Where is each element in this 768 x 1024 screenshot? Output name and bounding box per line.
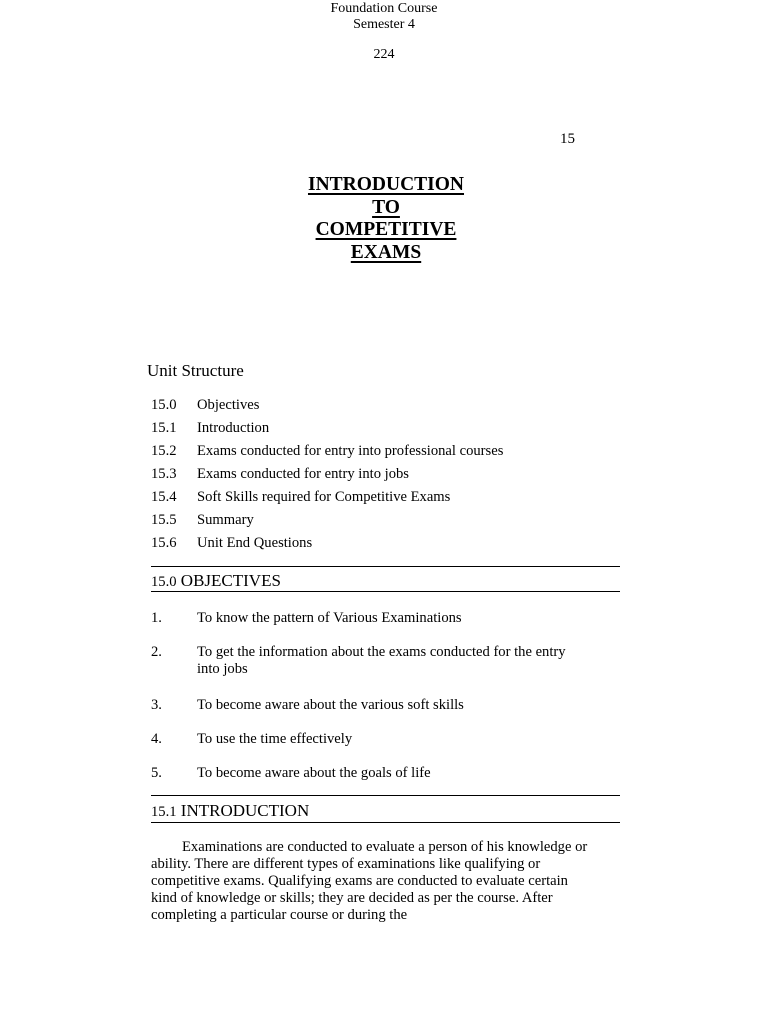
objective-number: 2. — [151, 644, 162, 660]
section-title: INTRODUCTION — [180, 801, 310, 820]
toc-item — [151, 511, 503, 534]
chapter-title — [0, 174, 768, 264]
introduction-heading — [151, 801, 309, 821]
objective-number: 3. — [151, 697, 162, 713]
toc-item-number: 15.5 — [151, 512, 177, 528]
unit-structure-list — [151, 396, 503, 557]
objective-text: To use the time effectively — [197, 731, 353, 747]
header-semester: Semester 4 — [353, 17, 415, 32]
toc-item-label: Exams conducted for entry into jobs — [197, 466, 409, 482]
objective-text: To get the information about the exams conducted for the entry into jobs — [197, 644, 566, 677]
objective-number: 1. — [151, 610, 162, 626]
chapter-number: 15 — [560, 131, 575, 147]
chapter-title-line: INTRODUCTION — [307, 174, 465, 195]
toc-item-label: Exams conducted for entry into professional courses — [197, 443, 504, 459]
unit-structure-heading: Unit Structure — [147, 361, 244, 380]
section-divider — [151, 591, 620, 592]
objective-number: 4. — [151, 731, 162, 747]
section-number: 15.0 — [151, 574, 177, 590]
toc-item — [151, 465, 503, 488]
section-title: OBJECTIVES — [180, 571, 281, 590]
chapter-title-line: COMPETITIVE — [315, 219, 457, 240]
section-number: 15.1 — [151, 804, 177, 820]
toc-item-number: 15.1 — [151, 420, 177, 436]
introduction-paragraph: Examinations are conducted to evaluate a person of his knowledge or ability. There are different types of examinations like qualifying or competitive exams. Qualifying exams are conducted to evaluate certain kind of knowledge or skills; they are decided as per the course. After completing a particular course or during the — [151, 839, 588, 923]
chapter-title-line: TO — [372, 196, 400, 218]
section-divider — [151, 566, 620, 567]
objective-number: 5. — [151, 765, 162, 781]
objective-text: To know the pattern of Various Examinations — [197, 610, 462, 626]
objective-text: To become aware about the goals of life — [197, 765, 431, 781]
toc-item — [151, 419, 503, 442]
toc-item — [151, 396, 503, 419]
header-page-number: 224 — [373, 47, 395, 62]
chapter-title-line: EXAMS — [350, 241, 422, 263]
toc-item — [151, 488, 503, 511]
section-divider — [151, 822, 620, 823]
toc-item — [151, 534, 503, 557]
toc-item-number: 15.0 — [151, 397, 177, 413]
objective-text: To become aware about the various soft skills — [197, 697, 464, 713]
section-divider — [151, 795, 620, 796]
objectives-heading — [151, 571, 281, 591]
toc-item-number: 15.2 — [151, 443, 177, 459]
toc-item-number: 15.6 — [151, 535, 177, 551]
toc-item-label: Summary — [197, 512, 254, 528]
header-course: Foundation Course — [330, 1, 438, 16]
toc-item-label: Soft Skills required for Competitive Exams — [197, 489, 451, 505]
toc-item-label: Introduction — [197, 420, 270, 436]
toc-item-label: Unit End Questions — [197, 535, 313, 551]
toc-item — [151, 442, 503, 465]
toc-item-number: 15.4 — [151, 489, 177, 505]
toc-item-number: 15.3 — [151, 466, 177, 482]
toc-item-label: Objectives — [197, 397, 260, 413]
